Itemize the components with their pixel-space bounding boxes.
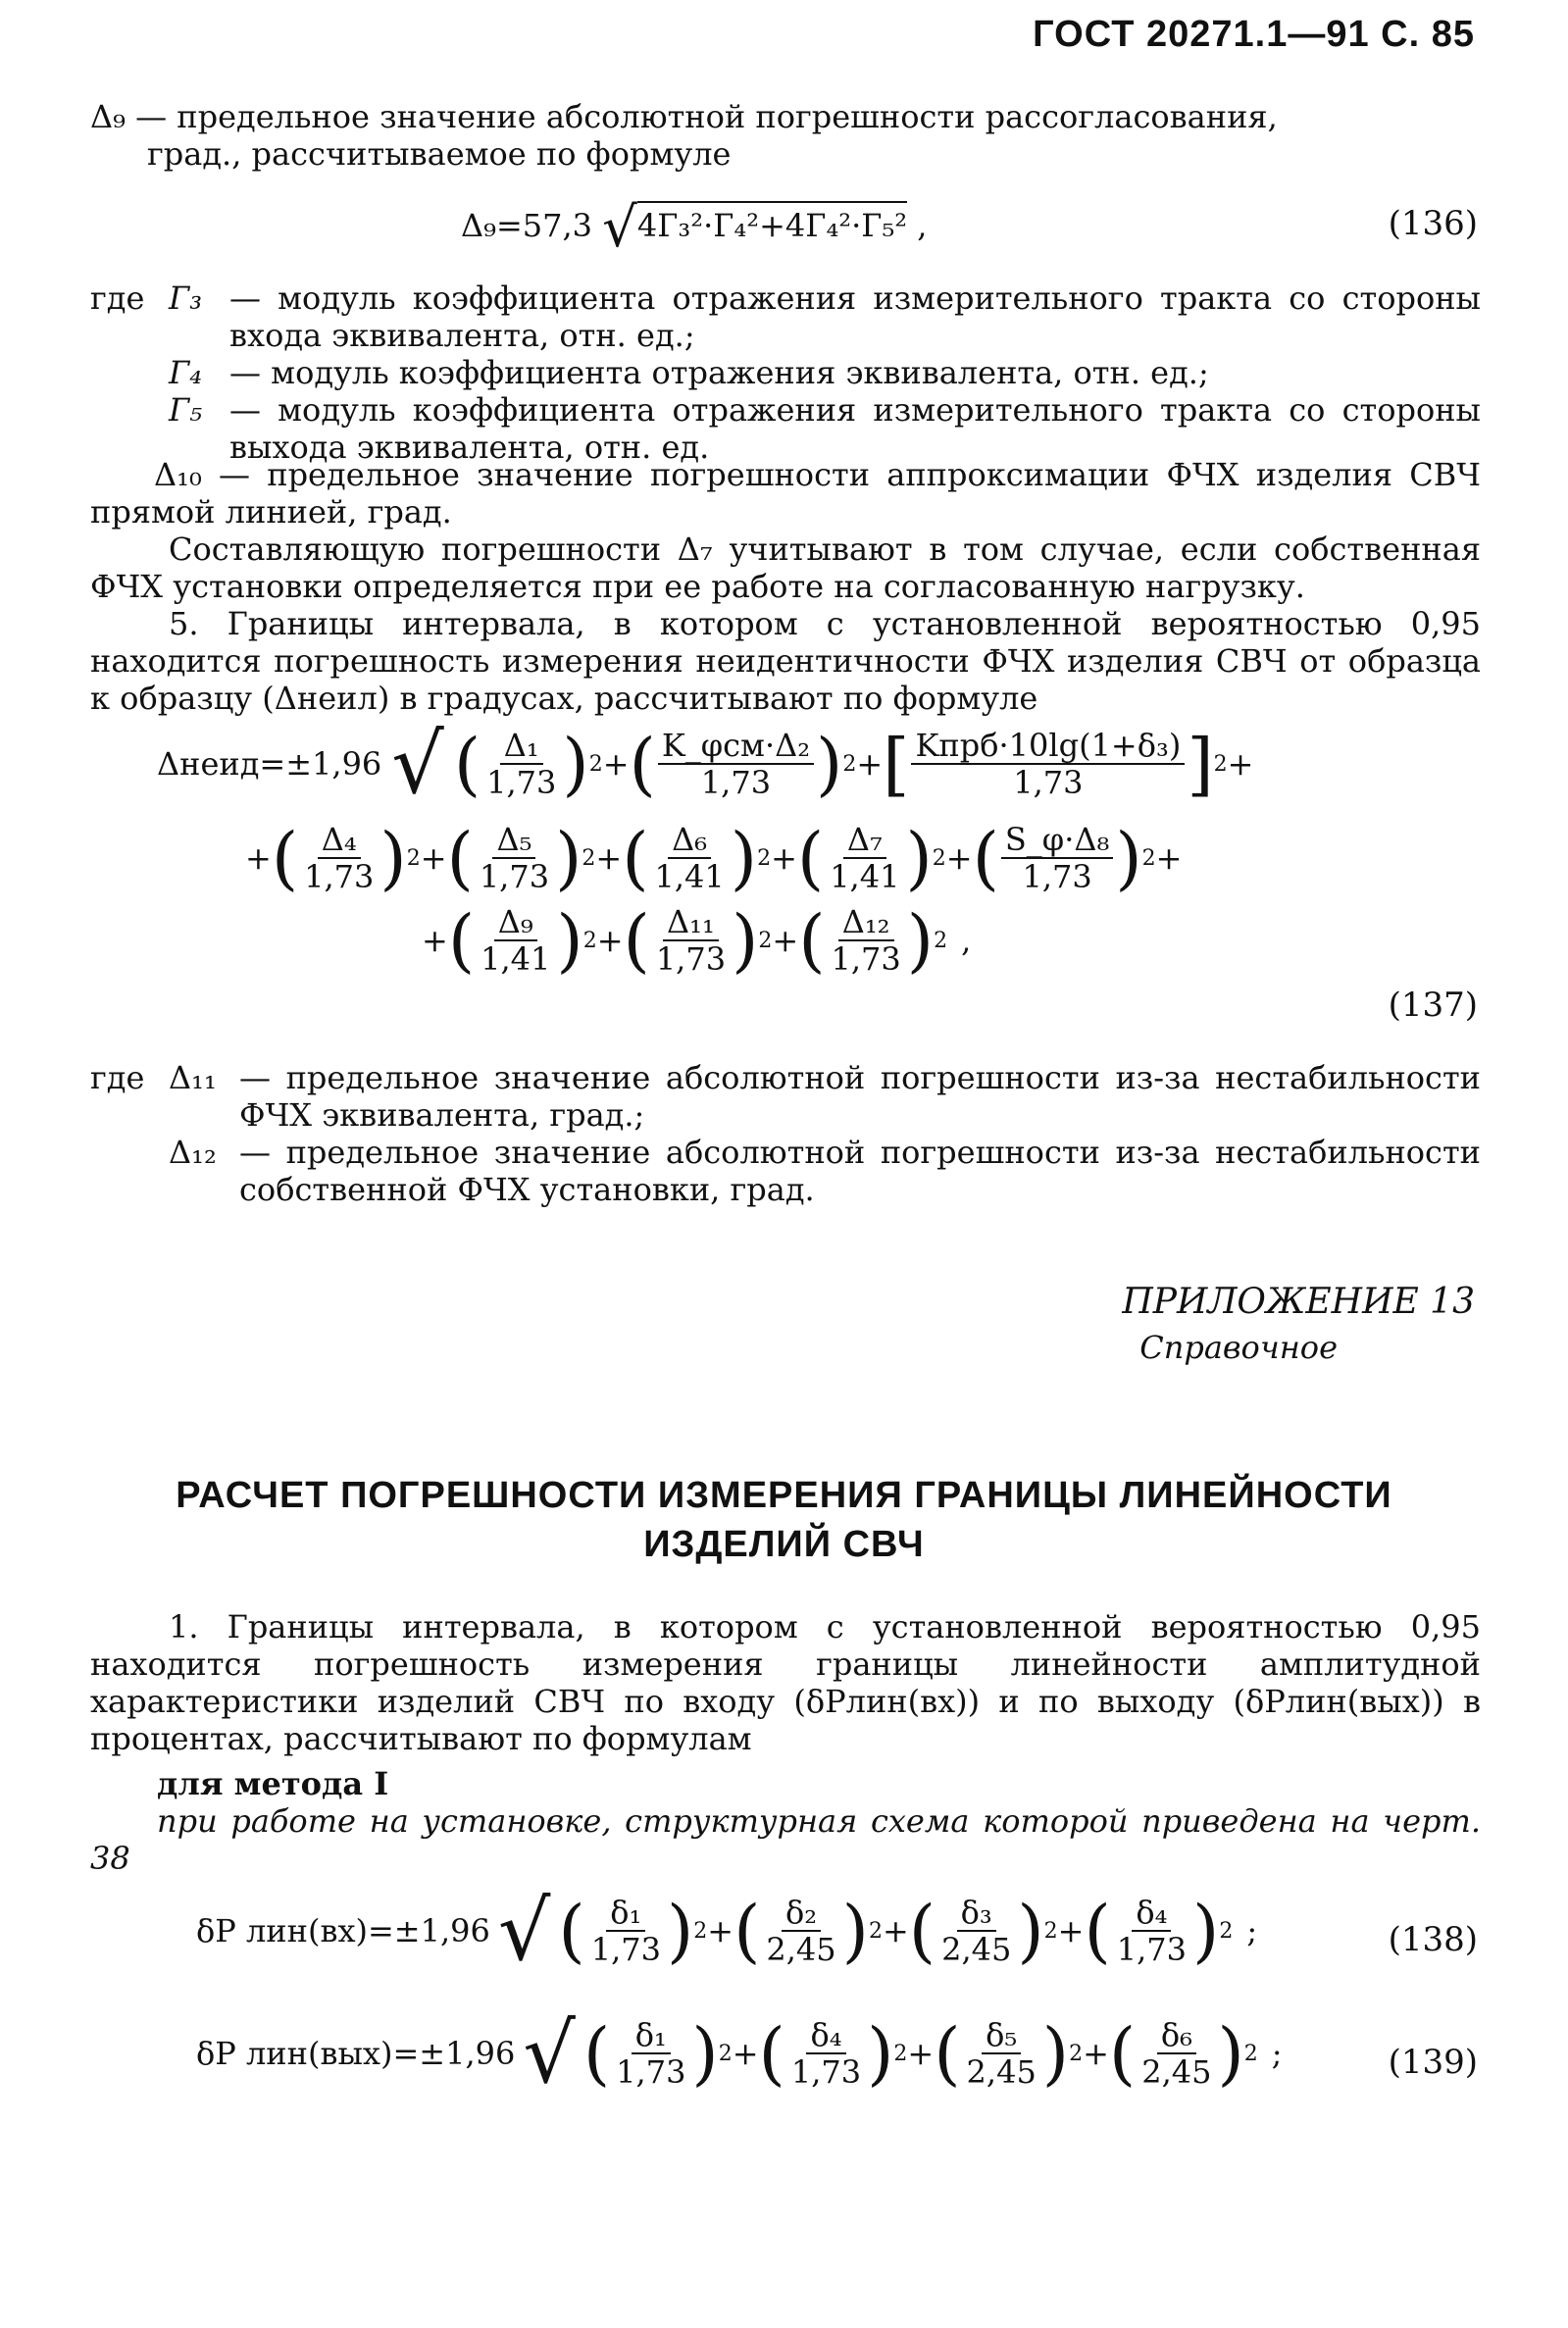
frac-den: 1,41: [830, 858, 900, 895]
frac-den: 1,73: [304, 858, 375, 895]
definition-symbol: Г₃: [169, 279, 203, 317]
frac-den: 1,73: [616, 2053, 686, 2091]
definition-item: [90, 1134, 1481, 1208]
frac-den: 2,45: [766, 1931, 836, 1968]
frac-num: δ₆: [1157, 2017, 1196, 2054]
definition-lead: [90, 391, 169, 466]
exponent: 2: [1069, 2041, 1084, 2066]
frac-den: 2,45: [1141, 2053, 1212, 2091]
paren-left-icon: (: [271, 818, 299, 898]
paren-left-icon: (: [972, 818, 999, 898]
frac-num: Δ₆: [668, 822, 711, 859]
formula-138-lhs: δP лин(вх)=±1,96: [196, 1912, 490, 1949]
formula-137-row-1: Δнеид=±1,96 √ ( $\frac{\text{Δ₁}}{1,73}$ ) 2 + ( $\frac{\text{K\_φсм·Δ₂}}{1,73}$ ) 2 + [ $\frac{\text{Kпрб·10lg(1+δ₃)}}{1,73}$ ] 2 +: [157, 716, 1254, 812]
formula-137-lhs: Δнеид=±1,96: [157, 745, 382, 783]
frac-num: Δ₄: [318, 822, 361, 859]
definitions-136: [90, 279, 1481, 466]
definition-lead: где: [90, 1059, 145, 1096]
frac-den: 1,73: [1022, 858, 1092, 895]
frac-num: S_φ·Δ₈: [1001, 822, 1113, 859]
exponent: 2: [1219, 1918, 1234, 1944]
formula-137-tail: ,: [961, 922, 972, 959]
paren-right-icon: ): [730, 818, 758, 898]
frac-num: δ₁: [632, 2017, 671, 2054]
formula-136: [461, 196, 927, 260]
definition-symbol: Δ₁₂: [169, 1134, 217, 1171]
exponent: 2: [868, 1918, 883, 1944]
formula-138: δP лин(вх)=±1,96 √ ( $\frac{\text{δ₁}}{1,73}$ ) 2 + ( $\frac{\text{δ₂}}{2,45}$ ) 2 + ( $\frac{\text{δ₃}}{2,45}$ ) 2 + ( $\frac{\text{δ₄}}{1,73}$ ) 2 ;: [196, 1883, 1258, 1979]
formula-138-tail: ;: [1246, 1912, 1258, 1949]
paren-right-icon: ): [1192, 1891, 1220, 1971]
delta7-paragraph: Составляющую погрешности Δ₇ учитывают в том случае, если собственная ФЧХ установки определяется при ее работе на согласованную нагрузку.: [90, 531, 1481, 605]
intro-line-2: град., рассчитываемое по формуле: [147, 135, 732, 173]
frac-num: K_φсм·Δ₂: [658, 728, 814, 765]
section-title-line-2: ИЗДЕЛИЙ СВЧ: [643, 1524, 925, 1565]
definition-text: — модуль коэффициента отражения измерительного тракта со стороны выхода эквивалента, отн. ед.: [229, 391, 1481, 466]
formula-136-radicand: 4Г₃²·Г₄²+4Г₄²·Г₅²: [637, 201, 907, 244]
definition-text: — модуль коэффициента отражения эквивалента, отн. ед.;: [229, 354, 1209, 391]
paren-left-icon: (: [582, 2013, 611, 2094]
definitions-137: [90, 1059, 1481, 1208]
intro-line-1: Δ₉ — предельное значение абсолютной погрешности рассогласования,: [90, 98, 1278, 135]
paren-right-icon: ): [905, 818, 933, 898]
appendix-heading: [1122, 1280, 1475, 1370]
paren-right-icon: ): [562, 724, 589, 804]
paren-left-icon: (: [622, 818, 649, 898]
paren-left-icon: (: [558, 1891, 585, 1971]
definition-lead: [90, 1134, 169, 1208]
frac-num: Δ₉: [494, 904, 537, 941]
exponent: 2: [582, 928, 597, 953]
paren-right-icon: ): [1041, 2013, 1070, 2094]
exponent: 2: [932, 845, 946, 871]
frac-num: Δ₇: [843, 822, 886, 859]
section-title: [0, 1471, 1568, 1569]
paren-left-icon: (: [447, 900, 476, 981]
exponent: 2: [893, 2041, 908, 2066]
paren-right-icon: ): [556, 900, 583, 981]
paren-right-icon: ): [1017, 1891, 1044, 1971]
exponent: 2: [1141, 845, 1156, 871]
exponent: 2: [718, 2041, 733, 2066]
formula-137-row-2: + ( $\frac{\text{Δ₄}}{1,73}$ ) 2 + ( $\frac{\text{Δ₅}}{1,73}$ ) 2 + ( $\frac{\text{Δ₆}}{1,41}$ ) 2 + ( $\frac{\text{Δ₇}}{1,41}$ ) 2 + ( $\frac{\text{S\_φ·Δ₈}}{1,73}$ ) 2 +: [245, 818, 1183, 898]
definition-lead: [90, 354, 169, 391]
definition-symbol: Δ₁₁: [169, 1059, 217, 1096]
paren-right-icon: ): [816, 724, 843, 804]
frac-den: 2,45: [941, 1931, 1012, 1968]
paren-left-icon: (: [796, 818, 825, 898]
paren-left-icon: (: [453, 724, 481, 804]
equation-number-138: (138): [1388, 1920, 1478, 1959]
formula-136-tail: ,: [917, 207, 928, 244]
paragraph-5: 5. Границы интервала, в котором с установленной вероятностью 0,95 находится погрешность измерения неидентичности ФЧХ изделия СВЧ от образца к образцу (Δнеил) в градусах, рассчитывают по формуле: [90, 605, 1481, 717]
frac-num: δ₁: [606, 1895, 645, 1932]
frac-den: 1,41: [481, 940, 551, 978]
definition-text: — модуль коэффициента отражения измерительного тракта со стороны входа эквивалента, отн. ед.;: [229, 279, 1481, 354]
paren-right-icon: ): [691, 2013, 719, 2094]
frac-num: Δ₁: [500, 728, 543, 765]
sqrt-icon: √: [602, 196, 637, 260]
definition-text: — предельное значение абсолютной погрешности из-за нестабильности собственной ФЧХ установки, град.: [239, 1134, 1481, 1208]
exponent: 2: [406, 845, 421, 871]
exponent: 2: [1213, 751, 1228, 777]
formula-139-lhs: δP лин(вых)=±1,96: [196, 2035, 516, 2072]
frac-den: 1,73: [486, 764, 557, 801]
definition-item: [90, 354, 1481, 391]
frac-den: 1,73: [831, 940, 901, 978]
frac-num: Δ₁₁: [663, 904, 719, 941]
frac-den: 1,73: [1116, 1931, 1188, 1968]
formula-136-lhs: Δ₉=57,3: [461, 207, 592, 244]
paren-left-icon: (: [798, 900, 826, 981]
definition-item: [90, 279, 1481, 354]
frac-den: 1,73: [790, 2053, 862, 2091]
frac-den: 1,73: [700, 764, 772, 801]
paren-right-icon: ): [666, 1891, 694, 1971]
formula-139-tail: ;: [1271, 2035, 1283, 2072]
definition-text: — предельное значение абсолютной погрешности из-за нестабильности ФЧХ эквивалента, град.;: [239, 1059, 1481, 1134]
frac-num: Kпрб·10lg(1+δ₃): [911, 728, 1185, 765]
paren-right-icon: ): [555, 818, 582, 898]
method-label: для метода I: [157, 1765, 389, 1802]
equation-number-137: (137): [1388, 986, 1478, 1025]
paren-right-icon: ): [867, 2013, 894, 2094]
sqrt-icon: √: [497, 1883, 551, 1979]
paren-right-icon: ): [841, 1891, 869, 1971]
frac-num: δ₂: [782, 1895, 821, 1932]
sqrt-icon: √: [523, 2005, 576, 2101]
paren-right-icon: ): [1115, 818, 1142, 898]
equation-number-136: (136): [1388, 204, 1478, 243]
paren-right-icon: ): [906, 900, 935, 981]
definition-symbol: Г₅: [169, 391, 203, 429]
exponent: 2: [582, 845, 596, 871]
exponent: 2: [757, 845, 772, 871]
method-text: при работе на установке, структурная схема которой приведена на черт. 38: [90, 1802, 1481, 1877]
page-header: ГОСТ 20271.1—91 С. 85: [1033, 14, 1475, 55]
definition-item: [90, 1059, 1481, 1134]
frac-den: 1,73: [590, 1931, 661, 1968]
frac-den: 1,73: [655, 940, 727, 978]
exponent: 2: [588, 751, 603, 777]
frac-den: 1,73: [479, 858, 550, 895]
bracket-right-icon: ]: [1187, 724, 1214, 804]
frac-den: 1,73: [1013, 764, 1084, 801]
paren-right-icon: ): [379, 818, 407, 898]
exponent: 2: [1043, 1918, 1058, 1944]
frac-num: Δ₅: [492, 822, 535, 859]
bracket-left-icon: [: [883, 724, 910, 804]
exponent: 2: [1243, 2041, 1258, 2066]
formula-137: [157, 716, 1392, 981]
paren-right-icon: ): [1217, 2013, 1244, 2094]
frac-num: δ₅: [982, 2017, 1021, 2054]
appendix-title: ПРИЛОЖЕНИЕ 13: [1122, 1282, 1475, 1322]
section-title-line-1: РАСЧЕТ ПОГРЕШНОСТИ ИЗМЕРЕНИЯ ГРАНИЦЫ ЛИНЕЙНОСТИ: [176, 1475, 1392, 1516]
frac-den: 2,45: [966, 2053, 1037, 2091]
paren-left-icon: (: [1108, 2013, 1137, 2094]
paren-left-icon: (: [934, 2013, 961, 2094]
paren-left-icon: (: [1084, 1891, 1111, 1971]
frac-num: δ₃: [957, 1895, 996, 1932]
formula-137-row-3: + ( $\frac{\text{Δ₉}}{1,41}$ ) 2 + ( $\frac{\text{Δ₁₁}}{1,73}$ ) 2 + ( $\frac{\text{Δ₁₂}}{1,73}$ ) 2 ,: [422, 900, 972, 981]
formula-139: δP лин(вых)=±1,96 √ ( $\frac{\text{δ₁}}{1,73}$ ) 2 + ( $\frac{\text{δ₄}}{1,73}$ ) 2 + ( $\frac{\text{δ₅}}{2,45}$ ) 2 + ( $\frac{\text{δ₆}}{2,45}$ ) 2 ;: [196, 2005, 1283, 2101]
exponent: 2: [934, 928, 948, 953]
paragraph-1: 1. Границы интервала, в котором с установленной вероятностью 0,95 находится погрешность измерения границы линейности амплитудной характеристики изделий СВЧ по входу (δPлин(вх)) и по выходу (δPлин(вых)) в процентах, рассчитывают по формулам: [90, 1608, 1481, 1757]
exponent: 2: [758, 928, 773, 953]
paren-right-icon: ): [732, 900, 759, 981]
appendix-subtitle: Справочное: [1139, 1329, 1338, 1366]
paren-left-icon: (: [908, 1891, 936, 1971]
equation-number-139: (139): [1388, 2043, 1478, 2082]
paren-left-icon: (: [623, 900, 650, 981]
frac-num: δ₄: [806, 2017, 845, 2054]
definition-item: [90, 391, 1481, 466]
paren-left-icon: (: [629, 724, 656, 804]
frac-num: δ₄: [1132, 1895, 1171, 1932]
paren-left-icon: (: [446, 818, 474, 898]
sqrt-icon: √: [391, 716, 444, 812]
exponent: 2: [693, 1918, 708, 1944]
exponent: 2: [842, 751, 857, 777]
paren-left-icon: (: [758, 2013, 785, 2094]
paren-left-icon: (: [733, 1891, 761, 1971]
frac-den: 1,41: [654, 858, 725, 895]
definition-symbol: Г₄: [169, 354, 203, 391]
definition-lead: где: [90, 279, 145, 317]
delta10-paragraph: Δ₁₀ — предельное значение погрешности аппроксимации ФЧХ изделия СВЧ прямой линией, град.: [90, 456, 1481, 531]
frac-num: Δ₁₂: [838, 904, 894, 941]
